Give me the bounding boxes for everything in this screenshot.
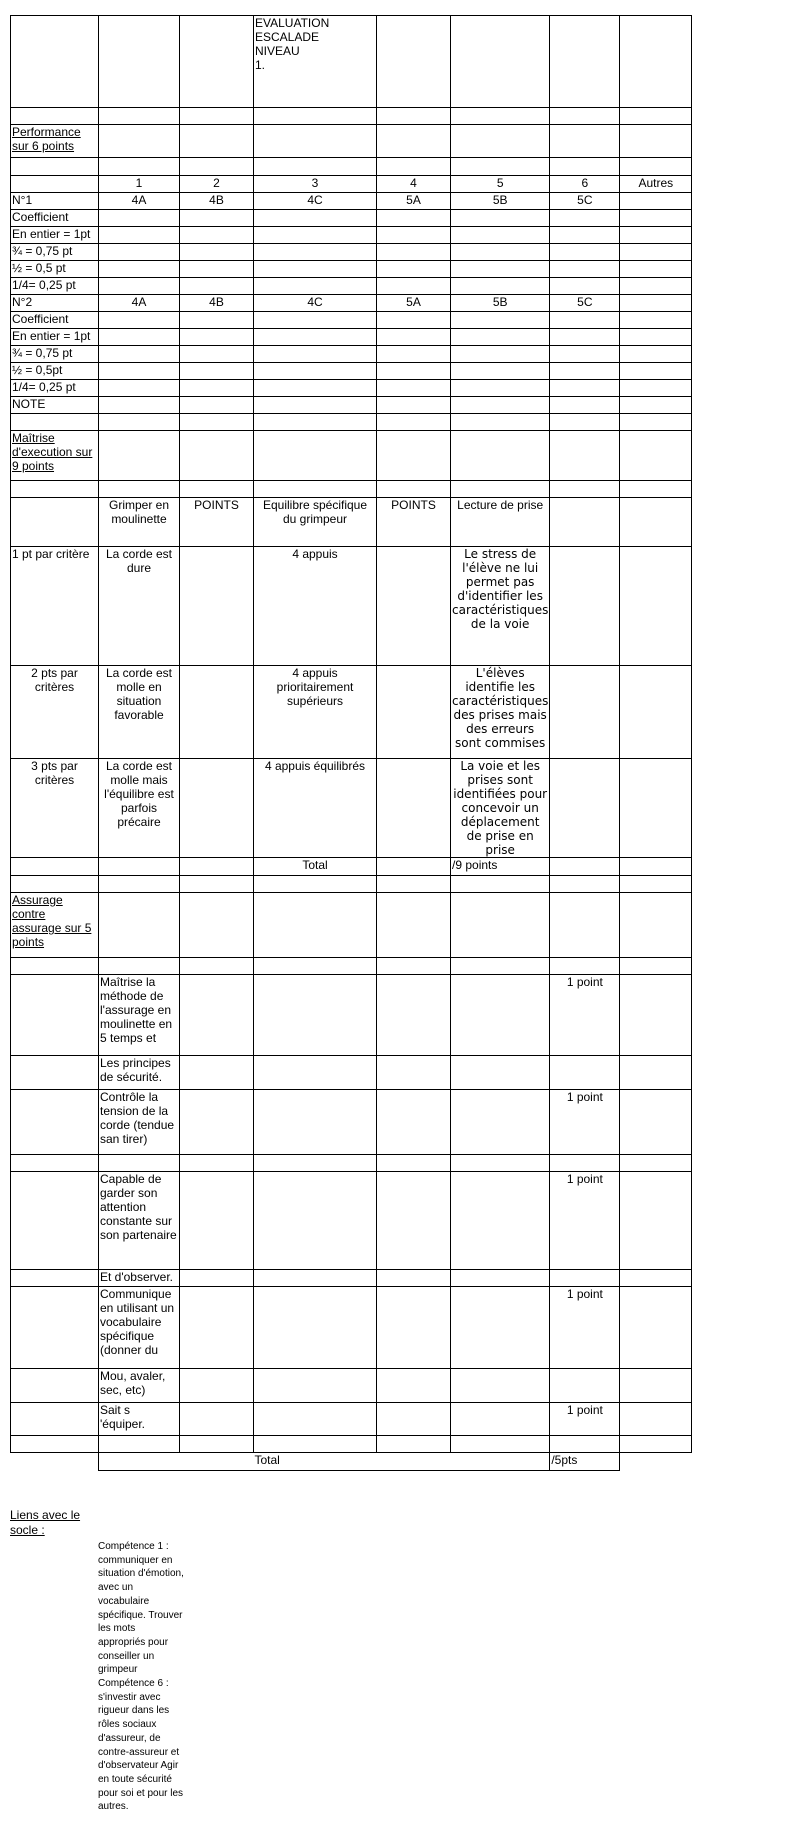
title-line: EVALUATION <box>255 16 330 30</box>
header-equilibre: Equilibre spécifique du grimpeur <box>254 498 377 547</box>
assurage-item: Mou, avaler, sec, etc) <box>99 1369 180 1403</box>
maitrise-total-label: Total <box>254 858 377 876</box>
criterion-lecture: La voie et les prises sont identifiées pour concevoir un déplacement de prise en prise <box>451 759 550 858</box>
criterion-lecture: L'élèves identifie les caractéristiques des prises mais des erreurs sont commises <box>451 666 550 759</box>
column-number: 5 <box>451 176 550 193</box>
assurage-item: Les principes de sécurité. <box>99 1056 180 1090</box>
coefficient-value: En entier = 1pt <box>11 329 99 346</box>
title-line: 1. <box>255 58 266 72</box>
coefficient-value: En entier = 1pt <box>11 227 99 244</box>
grade-cell: 4C <box>254 295 377 312</box>
coefficient-value: ¾ = 0,75 pt <box>11 244 99 261</box>
assurage-points: 1 point <box>550 1090 620 1155</box>
assurage-item: Capable de garder son attention constante sur son partenaire <box>99 1172 180 1270</box>
assurage-item: Maîtrise la méthode de l'assurage en moulinette en 5 temps et <box>99 975 180 1056</box>
assurage-item: Communique en utilisant un vocabulaire spécifique (donner du <box>99 1287 180 1369</box>
assurage-section-label: Assurage contre assurage sur 5 points <box>11 893 99 958</box>
column-number: 1 <box>99 176 180 193</box>
maitrise-section-label: Maîtrise d'execution sur 9 points <box>11 431 99 481</box>
coefficient-label: Coefficient <box>11 312 99 329</box>
grade-cell: 4C <box>254 193 377 210</box>
performance-section-label: Performance sur 6 points <box>11 125 99 158</box>
criterion-lecture: Le stress de l'élève ne lui permet pas d'identifier les caractéristiques de la voie <box>451 547 550 666</box>
criterion-label: 2 pts par critères <box>11 666 99 759</box>
criterion-equilibre: 4 appuis prioritairement supérieurs <box>254 666 377 759</box>
coefficient-label: Coefficient <box>11 210 99 227</box>
evaluation-grid <box>10 15 692 1471</box>
grade-cell: 5A <box>377 193 451 210</box>
criterion-label: 1 pt par critère <box>11 547 99 666</box>
assurage-points: 1 point <box>550 1172 620 1270</box>
column-number: 4 <box>377 176 451 193</box>
cell <box>99 16 180 108</box>
socle-label: Liens avec le socle : <box>10 1508 81 1537</box>
cell <box>620 16 692 108</box>
assurage-points: 1 point <box>550 1403 620 1436</box>
assurage-total-label: Total <box>254 1453 377 1471</box>
criterion-grimper: La corde est molle mais l'équilibre est parfois précaire <box>99 759 180 858</box>
title-line: ESCALADE <box>255 30 320 44</box>
assurage-points: 1 point <box>550 1287 620 1369</box>
column-number: 6 <box>550 176 620 193</box>
grade-cell: 4A <box>99 193 180 210</box>
cell <box>550 16 620 108</box>
assurage-total-value: /5pts <box>550 1453 620 1471</box>
grade-cell: 4B <box>180 295 254 312</box>
note-label: NOTE <box>11 397 99 414</box>
coefficient-value: 1/4= 0,25 pt <box>11 380 99 397</box>
coefficient-value: ¾ = 0,75 pt <box>11 346 99 363</box>
column-number: 3 <box>254 176 377 193</box>
criterion-equilibre: 4 appuis équilibrés <box>254 759 377 858</box>
header-lecture: Lecture de prise <box>451 498 550 547</box>
title-line: NIVEAU <box>255 44 300 58</box>
grade-cell: 4B <box>180 193 254 210</box>
criterion-grimper: La corde est molle en situation favorable <box>99 666 180 759</box>
route-label: N°1 <box>11 193 99 210</box>
grade-cell: 5B <box>451 193 550 210</box>
grade-cell: 5A <box>377 295 451 312</box>
page-title <box>254 16 377 108</box>
header-points: POINTS <box>180 498 254 547</box>
column-number: 2 <box>180 176 254 193</box>
assurage-item: Contrôle la tension de la corde (tendue san tirer) <box>99 1090 180 1155</box>
assurage-item: Et d'observer. <box>99 1270 180 1287</box>
coefficient-value: ½ = 0,5pt <box>11 363 99 380</box>
grade-cell: 5C <box>550 295 620 312</box>
criterion-label: 3 pts par critères <box>11 759 99 858</box>
grade-cell: 4A <box>99 295 180 312</box>
maitrise-total-value: /9 points <box>451 858 550 876</box>
cell <box>377 16 451 108</box>
header-points: POINTS <box>377 498 451 547</box>
assurage-item: Sait s 'équiper. <box>99 1403 180 1436</box>
column-autres: Autres <box>620 176 692 193</box>
assurage-points: 1 point <box>550 975 620 1056</box>
cell <box>11 16 99 108</box>
cell <box>451 16 550 108</box>
route-label: N°2 <box>11 295 99 312</box>
coefficient-value: ½ = 0,5 pt <box>11 261 99 278</box>
criterion-equilibre: 4 appuis <box>254 547 377 666</box>
coefficient-value: 1/4= 0,25 pt <box>11 278 99 295</box>
header-grimper: Grimper en moulinette <box>99 498 180 547</box>
criterion-grimper: La corde est dure <box>99 547 180 666</box>
cell <box>180 16 254 108</box>
grade-cell: 5B <box>451 295 550 312</box>
socle-competences: Compétence 1 : communiquer en situation d'émotion, avec un vocabulaire spécifique. Trouver les mots appropriés pour conseiller un grimpeur Compétence 6 : s'investir avec rigueur dans les rôles sociaux d'assureur, de contre-assureur et d'observateur Agir en toute sécurité pour soi et pour les autres. <box>98 1541 184 1813</box>
grade-cell: 5C <box>550 193 620 210</box>
